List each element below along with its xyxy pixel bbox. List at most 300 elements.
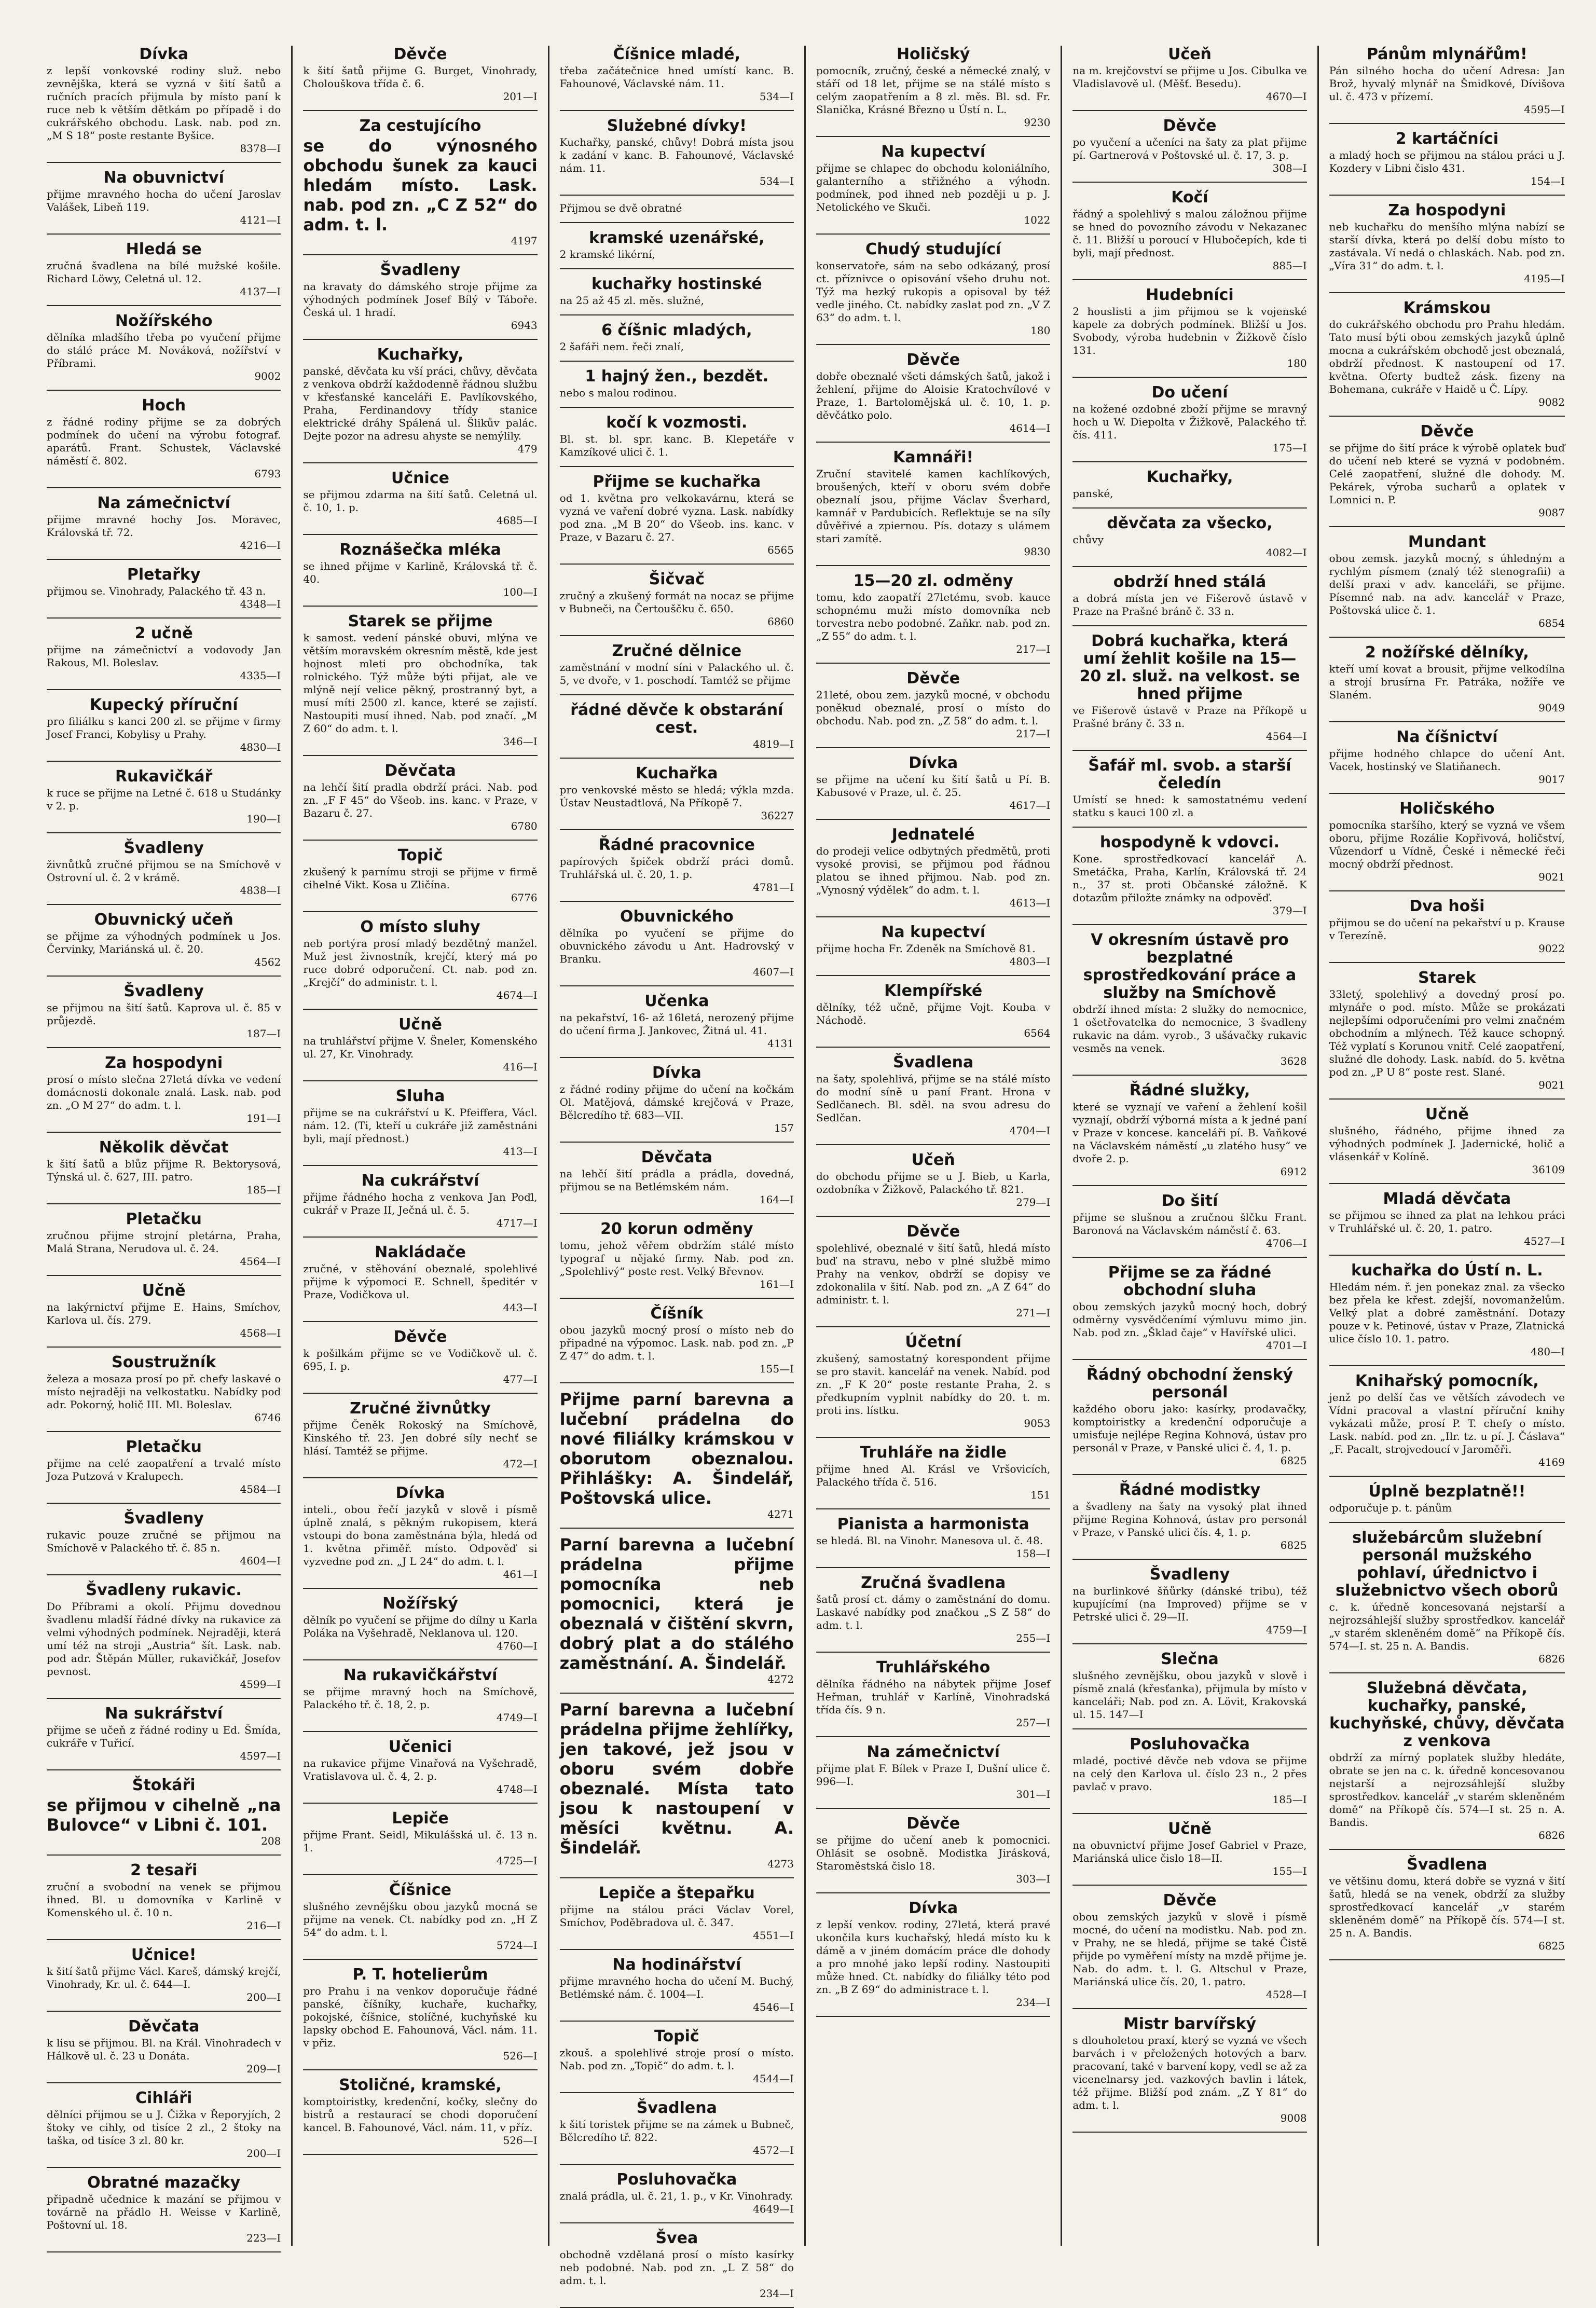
ad-heading: Pánům mlynářům! [1367,45,1528,63]
ad-code: 9053 [1024,1417,1051,1430]
ad-code: 185—I [1272,1793,1307,1806]
ad-body: od 1. května pro velkokavárnu, která se vyzná ve vaření dobré vyzna. Lask. nabídky pod zna. „M B 20“ do Všeob. ins. kanc. v Praze, v Bazaru č. 27. [559,492,794,543]
ad-divider [560,195,794,196]
ad-divider [1072,1813,1306,1814]
ad-body: na kožené ozdobné zboží přijme se mravný hoch u W. Diepolta v Žižkově, Palackého tř. čís. 411. [1072,403,1307,441]
classified-ad [560,202,794,215]
ad-heading: Chudý studující [865,240,1001,258]
ad-code: 271—I [1016,1307,1051,1319]
ad-heading: Slečna [1161,1650,1219,1668]
ad-code: 180 [1287,357,1307,369]
ad-code: 308—I [1272,162,1307,174]
ad-code: 472—I [503,1458,538,1470]
ad-divider [816,136,1050,137]
classified-ad [1072,573,1306,618]
ad-heading: Děvče [1420,422,1474,441]
ad-divider [560,1142,794,1143]
ad-body: a mladý hoch se přijmou na stálou práci u J. Kozdery v Libni čislo 431. [1329,149,1565,174]
ad-code: 234—I [1016,1996,1051,2009]
ad-heading: Na sukrářství [105,1705,223,1723]
ad-code: 4544—I [753,2072,794,2085]
ad-body: zručné, v stěhování obeznalé, spolehlivé přijme k výpomoci E. Schnell, špeditér v Praze, Vodičkova ul. [303,1262,538,1301]
ad-body: přijme řádného hocha z venkova Jan Poďl, cukrář v Praze II, Ječná ul. č. 5. [303,1191,538,1216]
ad-body: slušného zevnějšku obou jazyků mocná se přijme na venek. Ct. nabídky pod zn. „H Z 54“ do adm. t. l. [303,1900,538,1939]
ad-body: přijme na stálou práci Václav Vorel, Smíchov, Poděbradova ul. č. 347. [559,1903,794,1929]
ad-divider [47,976,281,977]
ad-code: 4674—I [496,989,538,1001]
ad-heading: Učenici [388,1738,452,1756]
classified-ad [303,541,537,598]
ad-body: mladé, poctivé děvče neb vdova se přijme na celý den Karlova ul. číslo 23 n., 2 přes pavlač v pravo. [1072,1754,1307,1793]
ad-heading: Dva hoši [1409,897,1485,915]
column-3 [549,45,806,2300]
ad-body: přijme mravné hochy Jos. Moravec, Královská tř. 72. [47,513,281,539]
ad-body: a dobrá místa jen ve Fišerově ústavě v Praze na Prašné bráně č. 33 n. [1072,592,1307,617]
classified-ad [1329,729,1565,786]
classified-ad [560,1064,794,1134]
classified-ad [303,847,537,904]
ad-body: znalá prádla, ul. č. 21, 1. p., v Kr. Vinohrady. [559,2190,793,2202]
classified-ad [47,840,281,897]
classified-ad [816,449,1050,558]
ad-body: přijmou se do učení na pekařství u p. Krause v Terezíně. [1329,916,1565,942]
ad-divider [560,2164,794,2165]
ad-heading: Kuchařka [636,764,718,782]
ad-body: pro venkovské město se hledá; výkla mzda. Ústav Neustadtlová, Na Příkopě 7. [559,784,794,809]
ad-code: 200—I [246,2147,281,2160]
ad-heading: O místo sluhy [360,918,480,936]
ad-code: 9087 [1538,506,1565,519]
ad-heading: Obuvnického [620,908,734,926]
ad-divider [47,832,281,833]
ad-code: 4599—I [240,1678,281,1691]
ad-divider [816,1508,1050,1509]
ad-body: přijme Frant. Seidl, Mikulášská ul. č. 13 n. 1. [303,1829,538,1854]
ad-heading: Dívka [652,1064,701,1082]
ad-code: 151 [1030,1489,1051,1501]
ad-heading: Na cukrářství [361,1172,479,1190]
ad-divider [303,1959,537,1960]
ad-divider [1072,1185,1306,1186]
ad-divider [560,222,794,223]
ad-divider [1329,637,1565,638]
ad-heading: kočí k vozmosti. [606,414,748,432]
ad-divider [47,1854,281,1856]
ad-heading: Na rukavičkářství [343,1666,498,1684]
ad-body: přijme Čeněk Rokoský na Smíchově, Kinského tř. 23. Jen dobré síly nechť se hlásí. Tamtéž se přijme. [303,1419,538,1457]
ad-divider [1329,1098,1565,1100]
ad-body-bold: se přijmou v cihelně „na Bulovce“ v Libni č. 101. [47,1795,281,1835]
ad-divider [47,1769,281,1770]
ad-heading: Děvče [1163,1891,1217,1909]
classified-ad [816,1815,1050,1885]
ad-heading: Šičvač [649,570,705,588]
ad-body-bold: se do výnosného obchodu šunek za kauci hledám místo. Lask. nab. pod zn. „C Z 52“ do adm. t. l. [303,136,538,235]
classified-ad [560,473,794,556]
ad-divider [816,1437,1050,1438]
classified-ad [560,117,794,187]
ad-divider [560,901,794,902]
ad-code: 4748—I [496,1783,538,1795]
ad-code: 4131 [767,1037,794,1050]
classified-ad [303,1595,537,1652]
ad-body: přijme na zámečnictví a vodovody Jan Rakous, Ml. Boleslav. [47,643,281,669]
ad-code: 191—I [246,1112,281,1124]
ad-body: k šití šatů a blůz přijme R. Bektorysová, Týnská ul. č. 627, III. patro. [47,1158,281,1183]
ad-code: 4121—I [240,214,281,226]
ad-code: 9017 [1538,773,1565,786]
classified-ad [303,1016,537,1073]
ad-heading: Děvče [906,1222,960,1241]
ad-divider [560,635,794,636]
classified-ad [1329,423,1565,519]
ad-divider [816,1326,1050,1327]
ad-heading: Přijme parní barevna a lučební prádelna do nové filiálky krámskou v oborutom obeznalou. Přihlášky: A. Šindelář, Poštovská ulice. [559,1390,794,1508]
ad-divider [1072,1559,1306,1560]
ad-heading: Nakládače [375,1243,466,1261]
ad-heading: Číšnice [389,1881,451,1899]
ad-divider [816,663,1050,664]
classified-ad [47,1705,281,1762]
ad-divider [1072,110,1306,111]
classified-ad [560,571,794,628]
ad-code: 36109 [1532,1163,1565,1176]
classified-ad [303,1485,537,1581]
ad-divider [560,1877,794,1878]
ad-heading: Dívka [395,1484,445,1502]
classified-ad [1072,46,1306,103]
ad-heading: Řádný obchodní ženský personál [1086,1366,1294,1402]
ad-body: se přijmou zdarma na šití šatů. Celetná ul. č. 10, 1. p. [303,488,538,514]
ad-divider [560,1382,794,1383]
ad-heading: Na zámečnictví [97,494,230,512]
classified-ad [47,1354,281,1424]
ad-body: panské, děvčata ku vší práci, chůvy, děvčata z venkova obdrží každodenně řádnou službu v křesťanské kanceláři E. Pavlíkovského, Praha, Ferdinandovy třídy stanice elektrické dráhy Spálená ul. Šlikův palác. Dejte pozor na adresu ahyste se nemýlily. [303,365,538,442]
ad-heading: Parní barevna a lučební prádelna přijme žehlířky, jen takové, jež jsou v oboru svém dobře obeznalé. Místa tato jsou k nastoupení v měsíci květnu. A. Šindelář. [559,1700,794,1858]
ad-divider [303,2069,537,2070]
ad-heading: Služebné dívky! [607,117,747,135]
ad-divider [303,339,537,340]
ad-code: 6780 [511,820,538,832]
ad-code: 379—I [1272,904,1307,917]
ad-body: ve Fišerově ústavě v Praze na Příkopě u Prašné brány č. 33 n. [1072,704,1307,730]
classified-ad [560,2028,794,2085]
ad-divider [1329,1959,1565,1960]
ad-divider [1072,827,1306,828]
ad-body: třeba začátečnice hned umístí kanc. B. Fahounové, Václavské nám. 11. [559,64,794,90]
ad-body: 2 šafáři nem. řeči znalí, [559,340,684,353]
ad-divider [47,1698,281,1699]
ad-heading: hospodyně k vdovci. [1099,833,1280,851]
ad-divider [1072,1075,1306,1076]
classified-ad [47,1582,281,1691]
classified-ad [47,241,281,298]
ad-heading: Pletařky [127,566,201,584]
ad-divider [816,1567,1050,1568]
ad-body: k ruce se přijme na Letné č. 618 u Studánky v 2. p. [47,787,281,812]
classified-ad [1329,969,1565,1091]
ad-body: na burlinkové šňůrky (dánské tribu), též kupujícímí (na Improved) přijme se v Petrské ulici č. 29—II. [1072,1585,1307,1623]
classified-ad [47,625,281,682]
classified-ad [560,368,794,400]
ad-body: dělníka mladšího třeba po vyučení přijme do stálé práce M. Nováková, nožířství v Příbrami. [47,331,281,369]
classified-ad [47,911,281,968]
classified-ad [47,494,281,552]
ad-code: 6746 [254,1411,281,1424]
ad-divider [560,694,794,695]
ad-code: 4649—I [753,2203,794,2215]
ad-divider [1072,1359,1306,1360]
ad-divider [816,442,1050,443]
classified-ad [47,1282,281,1339]
classified-ad [47,397,281,480]
ad-divider [47,390,281,391]
ad-divider [47,1574,281,1575]
ad-code: 6826 [1538,1829,1565,1842]
classified-ad [1072,384,1306,454]
ad-code: 5724—I [496,1939,538,1952]
ad-heading: 15—20 zl. odměny [853,572,1013,590]
ad-heading: Na číšnictví [1396,728,1498,746]
ad-heading: Děvče [906,1815,960,1833]
classified-ad [47,1510,281,1567]
ad-code: 526—I [503,2134,538,2147]
ad-divider [303,1080,537,1081]
ad-body: 2 kramské likérní, [559,248,655,260]
ad-divider [816,1047,1050,1048]
ad-body: k šití šatů přijme Václ. Kareš, dámský krejčí, Vinohrady, Kr. ul. č. 644—I. [47,1965,281,1990]
ad-divider [47,761,281,762]
ad-heading: Učeň [1168,45,1212,63]
ad-code: 6943 [511,319,538,332]
ad-divider [303,2154,537,2155]
ad-heading: Šafář ml. svob. a starší čeledín [1088,757,1291,792]
ad-divider [1329,1183,1565,1184]
ad-divider [560,466,794,467]
ad-heading: Truhlářského [876,1658,990,1677]
ad-divider [303,254,537,255]
classified-ad [816,1516,1050,1560]
ad-heading: Švadleny [1149,1565,1230,1584]
classified-ad [1329,1680,1565,1842]
ad-divider [47,2011,281,2012]
classified-ad [1329,1856,1565,1952]
ad-code: 9002 [254,370,281,382]
ad-heading: Topič [654,2027,699,2045]
ad-body: dobře obeznalé všeti dámských šatů, jakož i žehlení, přijme do Aloisie Kratochvílové v Praze, 1. Bartolomějská ul. č. 10, 1. p. děvčátko polo. [816,370,1051,421]
ad-heading: Stoličné, kramské, [339,2076,502,2094]
ad-body: konservatoře, sám na sebo odkázaný, prosí ct. příznivce o opisování všeho druhu not. Týž ma hezký rukopis a opisoval by též vedle jiného. Ct. nabídky zaslat pod zn. „V Z 63“ do adm. t. l. [816,259,1051,324]
classified-ad [47,983,281,1040]
ad-code: 4195—I [1524,272,1565,285]
ad-body: dělníci přijmou se u J. Čižka v Řeporyjích, 2 štoky ve cihly, od tisíce 2 zl., 2 štoky na taška, od tisíce 3 zl. 80 kr. [47,2108,281,2147]
ad-code: 4546—I [753,2001,794,2013]
ad-heading: Obratné mazačky [87,2174,241,2192]
ad-heading: Truhláře na židle [860,1444,1007,1462]
ad-heading: Hledá se [126,240,202,258]
classified-ad [816,826,1050,909]
ad-body: se přijme do učení aneb k pomocnici. Ohlásit se osobně. Modistka Jirásková, Staroměstská čislo 18. [816,1834,1051,1872]
ad-divider [560,1298,794,1299]
classified-ad [1072,515,1306,559]
ad-heading: Knihařský pomocník, [1355,1372,1539,1390]
ad-code: 216—I [246,1919,281,1932]
ad-divider [303,1803,537,1804]
ad-divider [560,1213,794,1214]
ad-heading: Řádné pracovnice [598,836,755,854]
ad-divider [560,1528,794,1529]
ad-divider [47,305,281,306]
ad-heading: Posluhovačka [616,2170,737,2189]
ad-heading: služebárcům služební personál mužského pohlaví, úřednictvo i služebnictvo všech oborů [1336,1529,1559,1600]
ad-code: 4572—I [753,2144,794,2156]
ad-body: ve většinu domu, která dobře se vyzná v šití šatů, hledá se na venek, obdrží za služby sprostředkovací kancelář „v starém skleněném domě“ na Příkopě čís. 574—I st. 25 n. A. Bandis. [1329,1875,1565,1939]
ad-divider [303,840,537,841]
ad-divider [47,2167,281,2168]
ad-divider [1329,1476,1565,1477]
ad-body: obou zemských jazyků mocný hoch, dobrý odměrny vysvědčenímí výmluvu mimo jin. Nab. pod zn. „Šklad čaje“ v Havířské ulici. [1072,1300,1307,1339]
ad-heading: Děvčata [641,1148,713,1166]
classified-ad [1072,469,1306,500]
column-6 [1319,46,1575,2246]
classified-ad [816,1659,1050,1729]
ad-heading: Učnice [391,469,449,487]
ad-code: 154—I [1530,175,1565,187]
classified-ad [1072,1892,1306,2001]
ad-body: přijme na celé zaopatření a trvalé místo Joza Putzová v Kralupech. [47,1457,281,1482]
classified-ad [560,1390,794,1520]
ad-divider [560,268,794,269]
ad-heading: 2 nožířské dělníky, [1365,643,1529,662]
ad-body: pomocníka staršího, který se vyzná ve všem oboru, přijme Rozálie Kopřivová, holičství, Vůzendorf u Vídně, České i německé řeči mocný obdrží přednost. [1329,819,1565,870]
classified-ad [1072,1820,1306,1877]
ad-heading: Do šití [1161,1192,1218,1210]
classified-ad [1072,1264,1306,1352]
ad-divider [560,407,794,408]
ad-heading: Hoch [142,396,186,415]
ad-heading: Dobrá kuchařka, která umí žehlit košile na 15—20 zl. služ. na velkost. se hned přijme [1079,632,1300,703]
ad-body: na šaty, spolehlivá, přijme se na stálé místo do modní síně u paní Frant. Hrona v Sedlčanech. Bl. sděl. na svou adresu do Sedlčan. [816,1073,1051,1124]
ad-body: 21leté, obou zem. jazyků mocné, v obchodu poněkud obeznalé, prosí o místo do obchodu. Nab. pod zn. „Z 58“ do adm. t. l. [816,689,1051,727]
ad-divider [303,911,537,912]
classified-ad [1072,1192,1306,1249]
ad-body: na truhlářství přijme V. Šneler, Komenského ul. 27, Kr. Vinohrady. [303,1035,538,1060]
ad-divider [47,1431,281,1432]
ad-heading: Pletačku [126,1210,202,1228]
classified-ad [560,836,794,894]
ad-heading: Krámskou [1403,299,1491,317]
ad-heading: kuchařka do Ústí n. L. [1351,1261,1543,1280]
ad-body: 2 houslisti a jim přijmou se k vojenské kapele za dobrých podmínek. Bližší u Jos. Svobody, výroba hudebnin v Žižkově číslo 131. [1072,305,1307,356]
ad-heading: Učně [398,1015,442,1034]
ad-code: 4706—I [1265,1237,1307,1249]
ad-body: z řádné rodiny přijme do učení na kočkám Ol. Matějová, dámské krejčová v Praze, Bělcredího tř. 683—VII. [559,1083,794,1121]
classified-ad [1329,1372,1565,1468]
classified-ad [1072,931,1306,1067]
ad-divider [816,1892,1050,1893]
ad-code: 6860 [767,615,794,628]
classified-ad [560,322,794,353]
classified-ad [816,46,1050,129]
ad-code: 164—I [759,1193,794,1206]
classified-ad [816,1223,1050,1319]
ad-heading: Děvčata [384,762,456,780]
ad-body: do obchodu přijme se u J. Bieb, u Karla, ozdobníka v Žižkově, Palackého tř. 821. [816,1170,1051,1196]
ad-body: tomu, kdo zaopatří 27letému, svob. kauce schopnému muži místo domovníka neb torvestra nebo podobné. Zaňkr. nab. pod zn. „Z 55“ do adm. t. l. [816,591,1051,642]
ad-code: 4273 [767,1858,794,1870]
ad-body: Kuchařky, panské, chůvy! Dobrá místa jsou k zadání v kanc. B. Fahounové, Václavské nám. 11. [559,136,794,174]
ad-heading: Rukavičkář [115,767,213,786]
ad-heading: Cihláři [135,2089,192,2107]
ad-divider [1329,195,1565,196]
ad-body: zkušený k parnímu stroji se přijme v firmě cihelné Vikt. Kosa u Zličína. [303,866,538,891]
classified-ad [1072,1651,1306,1721]
ad-heading: Kamnáři! [893,448,974,466]
ad-body: obchodně vzdělaná prosí o místo kasírky neb podobné. Nab. pod zn. „L Z 58“ do adm. t. l. [559,2248,794,2287]
ad-heading: Učně [1425,1105,1469,1123]
ad-body: přijmou se. Vinohrady, Palackého tř. 43 n. [47,585,266,597]
classified-ad [47,1777,281,1847]
ad-body: dělníky, též učně, přijme Vojt. Kouba v Náchodě. [816,1001,1051,1026]
classified-ad [816,1574,1050,1644]
ad-heading: Za hospodyni [1388,201,1506,219]
ad-heading: Švadleny [123,982,204,1000]
ad-divider [303,606,537,607]
ad-body: k lisu se přijmou. Bl. na Král. Vinohradech v Hálkově ul. č. 23 u Donáta. [47,2037,281,2062]
classified-ad [560,642,794,687]
ad-code: 4604—I [240,1555,281,1567]
ad-body: každého oboru jako: kasírky, prodavačky, komptoiristky a kredenční odporučuje a umisťuje nejlépe Regina Kohnová, ústav pro personál v Praze, v Panské ulici č. 4, 1. p. [1072,1403,1307,1454]
ad-code: 4197 [511,235,538,247]
ad-divider [560,314,794,315]
classified-ad [1072,1481,1306,1551]
ad-divider [816,819,1050,820]
classified-ad [47,1211,281,1268]
ad-code: 4781—I [753,881,794,894]
ad-code: 346—I [503,735,538,748]
ad-heading: Učnice! [131,1946,197,1964]
classified-ad [1072,1566,1306,1636]
ad-code: 4551—I [753,1929,794,1942]
ad-divider [816,344,1050,345]
classified-ad [816,1054,1050,1137]
ad-code: 4137—I [240,285,281,298]
classified-ad [1329,644,1565,714]
ad-code: 4803—I [1009,955,1051,968]
ad-code: 6565 [767,544,794,556]
classified-ad [47,1946,281,2003]
ad-body: Zruční stavitelé kamen kachlíkových, broušených, kteří v oboru svém dobře obeznalí jsou, přijme Václav Šverhard, kamnář v Pardubicích. Reflektuje se na síly důvěřivé a zpiernou. Pís. dotazy s ulámem stari zamítě. [816,468,1051,545]
ad-divider [1072,182,1306,183]
ad-body: obdrží ihned místa: 2 služky do nemocnice, 1 ošetřovatelka do nemocnice, 3 švadleny rukavic na dám. vyrob., 3 ušávačky rukavic vesměs na venek. [1072,1003,1307,1054]
ad-code: 413—I [503,1145,538,1158]
ad-code: 534—I [759,90,794,103]
classified-ad [47,1139,281,1196]
classified-ad [560,1885,794,1942]
ad-body: zručnou přijme strojní pletárna, Praha, Malá Strana, Nerudova ul. č. 24. [47,1229,281,1255]
ad-divider [560,564,794,565]
ad-body: dělníka řádného na nábytek přijme Josef Heřman, truhlář v Karlíně, Vinohradská třída čís. 9 n. [816,1678,1051,1716]
ad-body: na pekařství, 16- až 16letá, nerozený přijme do učení firma J. Jankovec, Žitná ul. 41. [559,1011,794,1037]
ad-code: 4725—I [496,1854,538,1867]
ad-divider [47,487,281,488]
ad-code: 4584—I [240,1483,281,1495]
ad-heading: Švea [655,2229,698,2247]
classified-ad [560,908,794,978]
ad-divider [1329,1365,1565,1366]
ad-heading: Lepiče [392,1809,449,1828]
ad-code: 4838—I [240,884,281,897]
